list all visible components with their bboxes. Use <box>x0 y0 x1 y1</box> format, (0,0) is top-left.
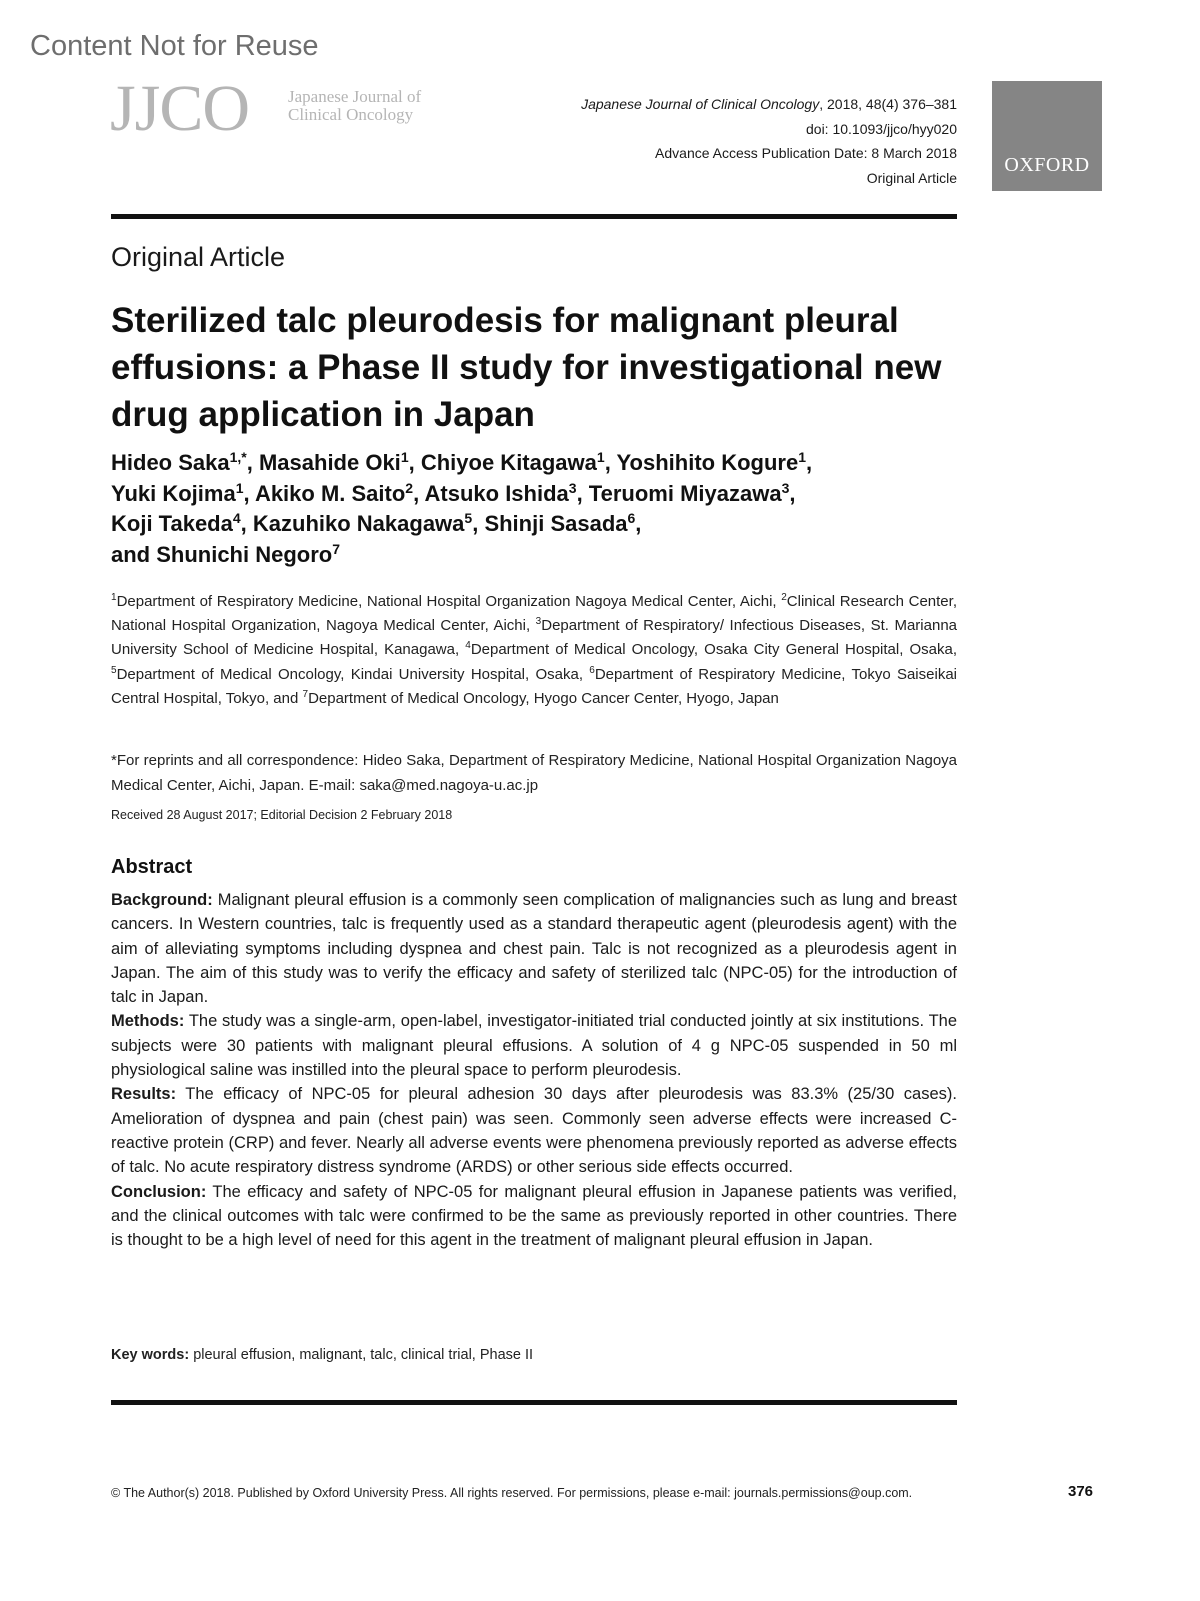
content-notice: Content Not for Reuse <box>30 30 319 62</box>
article-type: Original Article <box>866 169 957 186</box>
author: Kazuhiko Nakagawa$^5$, <box>252 510 485 536</box>
logo-line-1: Japanese Journal of <box>288 87 422 106</box>
access-date: Advance Access Publication Date: 8 March 2018 <box>655 145 957 161</box>
author: Hideo Saka$^{1,*}$, <box>111 449 259 475</box>
author: Yuki Kojima$^1$, <box>111 479 255 506</box>
author-list <box>111 448 957 570</box>
author: Atsuko Ishida$^3$, <box>424 479 589 506</box>
abstract-methods: Methods: The study was a single-arm, open-label, investigator-initiated trial conducted jointly at six institutions. The subjects were 30 patients with malignant pleural effusions. A solution of 4 g NPC-05 suspended in 50 ml physiological saline was instilled into the pleural space to perform pleurodesis. <box>111 1012 957 1080</box>
affiliations: $^1$Department of Respiratory Medicine, National Hospital Organization Nagoya Medical Center, Aichi, $^2$Clinical Research Center, National Hospital Organization, Nagoya Medical Center, Aichi, $^3$Department of Respiratory/ Infectious Diseases, St. Marianna University School of Medicine Hospital, Kanagawa, $^4$Department of Medical Oncology, Osaka City General Hospital, Osaka, $^5$Department of Medical Oncology, Kindai University Hospital, Osaka, $^6$Department of Respiratory Medicine, Tokyo Saiseikai Central Hospital, Tokyo, and $^7$Department of Medical Oncology, Hyogo Cancer Center, Hyogo, Japan <box>111 592 958 707</box>
abstract-body <box>111 888 957 1252</box>
article-meta <box>517 92 957 190</box>
article-title: Sterilized talc pleurodesis for malignant pleural effusions: a Phase II study for investigational new drug application in Japan <box>111 301 942 434</box>
publisher-badge <box>992 81 1102 191</box>
publisher-badge-label: OXFORD <box>1004 154 1090 176</box>
keywords: Key words: pleural effusion, malignant, talc, clinical trial, Phase II <box>111 1347 534 1363</box>
logo-text <box>288 88 488 124</box>
abstract-heading: Abstract <box>111 856 193 878</box>
top-rule <box>111 214 957 219</box>
bottom-rule <box>111 1400 957 1405</box>
copyright-footer: © The Author(s) 2018. Published by Oxford University Press. All rights reserved. For permissions, please e-mail: journals.permissions@oup.com. <box>111 1486 913 1500</box>
section-label: Original Article <box>111 242 286 272</box>
author: Yoshihito Kogure$^1$, <box>616 449 813 475</box>
abstract-background: Background: Malignant pleural effusion is a commonly seen complication of malignancies such as lung and breast cancers. In Western countries, talc is frequently used as a standard therapeutic agent (pleurodesis agent) with the aim of alleviating symptoms including dyspnea and chest pain. Talc is not recognized as a pleurodesis agent in Japan. The aim of this study was to verify the efficacy and safety of sterilized talc (NPC-05) for the introduction of talc in Japan. <box>111 891 957 1007</box>
doi: doi: 10.1093/jjco/hyy020 <box>806 120 957 137</box>
received-dates: Received 28 August 2017; Editorial Decision 2 February 2018 <box>111 808 453 822</box>
author: Shinji Sasada$^6$, <box>484 510 642 536</box>
citation: , 2018, 48(4) 376–381 <box>819 96 957 112</box>
author: Teruomi Miyazawa$^3$, <box>588 479 796 506</box>
correspondence: *For reprints and all correspondence: Hideo Saka, Department of Respiratory Medicine, National Hospital Organization Nagoya Medical Center, Aichi, Japan. E-mail: saka@med.nagoya-u.ac.jp <box>111 752 957 794</box>
abstract-conclusion: Conclusion: The efficacy and safety of NPC-05 for malignant pleural effusion in Japanese patients was verified, and the clinical outcomes with talc were confirmed to be the same as previously reported in other countries. There is thought to be a high level of need for this agent in the treatment of malignant pleural effusion in Japan. <box>111 1182 957 1250</box>
author: and Shunichi Negoro$^7$ <box>111 540 341 567</box>
author: Masahide Oki$^1$, <box>258 449 421 475</box>
author: Koji Takeda$^4$, <box>111 510 253 536</box>
citation-line <box>517 92 957 117</box>
logo-line-2: Clinical Oncology <box>288 105 414 124</box>
page-number: 376 <box>1068 1483 1094 1500</box>
logo-mark: JJCO <box>110 72 250 145</box>
abstract-results: Results: The efficacy of NPC-05 for pleural adhesion 30 days after pleurodesis was 83.3% (25/30 cases). Amelioration of dyspnea and pain (chest pain) was seen. Commonly seen adverse effects were increased C-reactive protein (CRP) and fever. Nearly all adverse events were phenomena previously reported as adverse effects of talc. No acute respiratory distress syndrome (ARDS) or other serious side effects occurred. <box>111 1085 957 1177</box>
journal-name: Japanese Journal of Clinical Oncology <box>581 96 820 112</box>
author: Chiyoe Kitagawa$^1$, <box>420 449 617 475</box>
author: Akiko M. Saito$^2$, <box>254 479 425 506</box>
